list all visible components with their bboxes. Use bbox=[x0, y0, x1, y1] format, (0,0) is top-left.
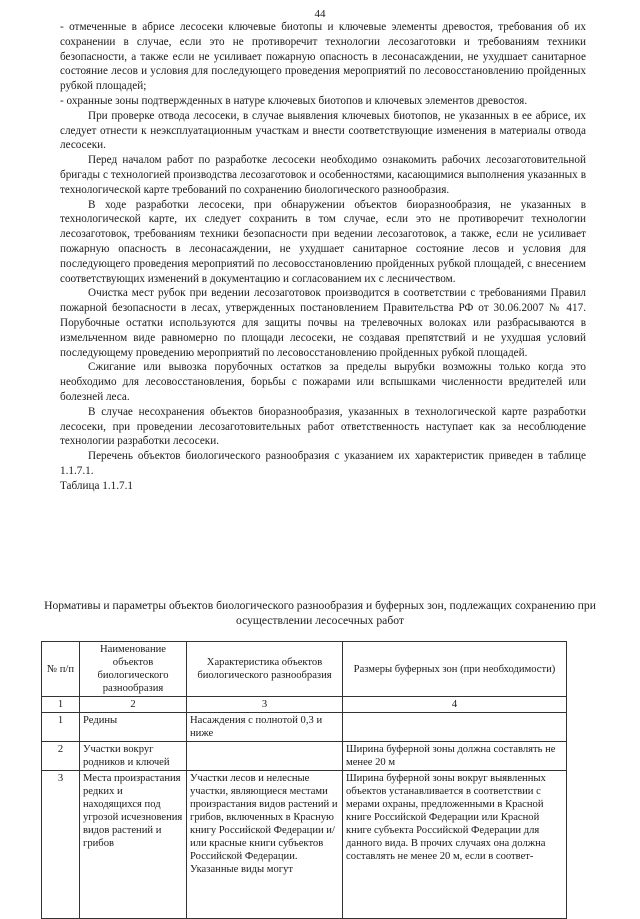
paragraph: В случае несохранения объектов биоразнообразия, указанных в технологической карте разработки лесосеки, при проведении лесозаготовительных работ ответственность наступает как за несоблюдение технологии разработки лесосеки. bbox=[60, 405, 586, 448]
table-header-row bbox=[42, 642, 567, 697]
norms-table bbox=[41, 641, 567, 919]
table-row bbox=[42, 742, 567, 771]
table-reference: Таблица 1.1.7.1 bbox=[60, 479, 134, 492]
paragraph: Перед началом работ по разработке лесосеки необходимо ознакомить рабочих лесозаготовительной бригады с технологией производства лесозаготовок и особенностями, касающимися выполнения указанных в технологической карте требований по сохранению биологического разнообразия. bbox=[60, 154, 586, 196]
header-cell: Размеры буферных зон (при необходимости) bbox=[343, 642, 567, 697]
page-number: 44 bbox=[314, 8, 326, 20]
table-row bbox=[42, 771, 567, 919]
column-number: 4 bbox=[343, 697, 567, 713]
table-cell: Участки лесов и нелесные участки, являющиеся местами произрастания видов растений и грибов, включенных в Красную книгу Российской Федерации и/или красные книги субъектов Российской Федерации. Указанные виды могут bbox=[187, 771, 343, 919]
table-cell bbox=[187, 742, 343, 771]
table-cell: Ширина буферной зоны должна составлять не менее 20 м bbox=[343, 742, 567, 771]
column-number: 1 bbox=[42, 697, 80, 713]
paragraph: - отмеченные в абрисе лесосеки ключевые биотопы и ключевые элементы древостоя, требования об их сохранении в случае, если это не противоречит технологии лесозаготовки и требованиям техники безопасности, а также если не усиливает пожарную опасность в лесонасаждении, не ухудшает санитарное состояние лесов и условия для последующего проведения мероприятий по лесовосстановлению пройденных рубкой площадей; bbox=[60, 21, 586, 93]
table-cell: 2 bbox=[42, 742, 80, 771]
column-number: 3 bbox=[187, 697, 343, 713]
body-text bbox=[60, 20, 586, 494]
paragraph: В ходе разработки лесосеки, при обнаружении объектов биоразнообразия, не указанных в технологической карте, их следует сохранить в том случае, если это не противоречит технологии лесозаготовок, требованиям техники безопасности при ведении лесозаготовок, а также, если не усиливает пожарную опасность в лесонасаждении, не ухудшает санитарное состояние лесов и условия для последующего проведения мероприятий по лесовосстановлению пройденных рубкой площадей, с внесением соответствующих изменений в документацию и согласованием их с лесничеством. bbox=[60, 198, 586, 285]
paragraph: Очистка мест рубок при ведении лесозаготовок производится в соответствии с требованиями Правил пожарной безопасности в лесах, утвержденных постановлением Правительства РФ от 30.06.2007 № 417. Порубочные остатки используются для защиты почвы на трелевочных волоках или разбрасываются в измельченном виде равномерно по площади лесосеки, не создавая препятствий и не ухудшая условий последующему проведению мероприятий по лесовосстановлению пройденных рубкой площадей. bbox=[60, 287, 586, 359]
table-cell: Ширина буферной зоны вокруг выявленных объектов устанавливается в соответствии с мерами охраны, предложенными в Красной книге Российской Федерации или Красной книге субъекта Российской Федерации для данного вида. В прочих случаях она должна составлять не менее 20 м, если в соответ- bbox=[343, 771, 567, 919]
table-cell bbox=[343, 713, 567, 742]
paragraph: Перечень объектов биологического разнообразия с указанием их характеристик приведен в таблице 1.1.7.1. bbox=[60, 450, 586, 477]
table-cell: Редины bbox=[80, 713, 187, 742]
header-cell: Наименование объектов биологического разнообразия bbox=[80, 642, 187, 697]
header-cell: № п/п bbox=[42, 642, 80, 697]
paragraph: Сжигание или вывозка порубочных остатков за пределы вырубки возможны только когда это необходимо для лесовосстановления, борьбы с пожарами или вспышками численности вредителей или болезней леса. bbox=[60, 361, 586, 403]
table-cell: Насаждения с полнотой 0,3 и ниже bbox=[187, 713, 343, 742]
table-row bbox=[42, 713, 567, 742]
header-cell: Характеристика объектов биологического разнообразия bbox=[187, 642, 343, 697]
table-cell: 3 bbox=[42, 771, 80, 919]
column-number: 2 bbox=[80, 697, 187, 713]
paragraph: - охранные зоны подтвержденных в натуре ключевых биотопов и ключевых элементов древостоя. bbox=[60, 94, 528, 107]
column-number-row bbox=[42, 697, 567, 713]
table-title: Нормативы и параметры объектов биологического разнообразия и буферных зон, подлежащих сохранению при осуществлении лесосечных работ bbox=[44, 599, 596, 627]
table-cell: Места произрастания редких и находящихся под угрозой исчезновения видов растений и грибов bbox=[80, 771, 187, 919]
table-cell: 1 bbox=[42, 713, 80, 742]
paragraph: При проверке отвода лесосеки, в случае выявления ключевых биотопов, не указанных в ее абрисе, их следует отнести к неэксплуатационным участкам и внести соответствующие изменения в материалы отвода лесосеки. bbox=[60, 109, 586, 152]
table-cell: Участки вокруг родников и ключей bbox=[80, 742, 187, 771]
